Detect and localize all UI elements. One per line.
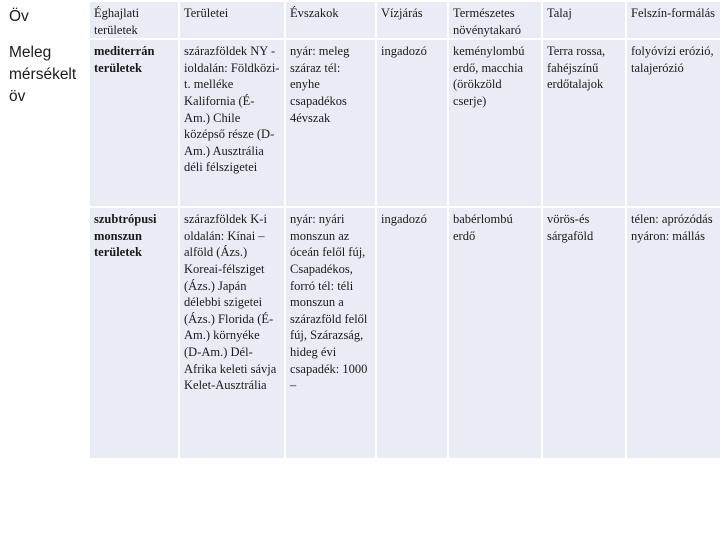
seasons-cell: nyár: meleg száraz tél: enyhe csapadékos 4évszak bbox=[285, 39, 376, 207]
zone-name: Meleg mérsékelt öv bbox=[9, 44, 77, 105]
table-row bbox=[1, 39, 720, 207]
areas-cell: szárazföldek NY -ioldalán: Földközi-t. melléke Kalifornia (É-Am.) Chile középső része (D-Am.) Ausztrália déli félszigetei bbox=[179, 39, 285, 207]
zone-column-cell bbox=[1, 1, 89, 459]
climate-cell: mediterrán területek bbox=[89, 39, 179, 207]
header-termeszetes: Természetes növénytakaró bbox=[448, 1, 542, 39]
header-eghajlati: Éghajlati területek bbox=[89, 1, 179, 39]
soil-cell: vörös-és sárgaföld bbox=[542, 207, 626, 459]
vegetation-cell: babérlombú erdő bbox=[448, 207, 542, 459]
surface-cell: télen: aprózódás nyáron: mállás bbox=[626, 207, 720, 459]
soil-cell: Terra rossa, fahéjszínű erdőtalajok bbox=[542, 39, 626, 207]
areas-cell: szárazföldek K-i oldalán: Kínai –alföld (Ázs.) Koreai-félsziget (Ázs.) Japán délebbi szigetei (Ázs.) Florida (É-Am.) környéke (D-Am.) Dél-Afrika keleti sávja Kelet-Ausztrália bbox=[179, 207, 285, 459]
header-vizjaras: Vízjárás bbox=[376, 1, 448, 39]
surface-cell: folyóvízi erózió, talajerózió bbox=[626, 39, 720, 207]
seasons-cell: nyár: nyári monszun az óceán felől fúj, Csapadékos, forró tél: téli monszun a szárazföld felől fúj, Szárazság, hideg évi csapadék: 1000 – bbox=[285, 207, 376, 459]
header-felszin: Felszín-formálás bbox=[626, 1, 720, 39]
bottom-band bbox=[0, 458, 720, 540]
table-row bbox=[1, 207, 720, 459]
header-row bbox=[1, 1, 720, 39]
vegetation-cell: keménylombú erdő, macchia (örökzöld cserje) bbox=[448, 39, 542, 207]
climate-cell: szubtrópusi monszun területek bbox=[89, 207, 179, 459]
header-ov: Öv bbox=[9, 8, 29, 25]
header-talaj: Talaj bbox=[542, 1, 626, 39]
water-cell: ingadozó bbox=[376, 39, 448, 207]
header-evszakok: Évszakok bbox=[285, 1, 376, 39]
water-cell: ingadozó bbox=[376, 207, 448, 459]
header-teruletei: Területei bbox=[179, 1, 285, 39]
